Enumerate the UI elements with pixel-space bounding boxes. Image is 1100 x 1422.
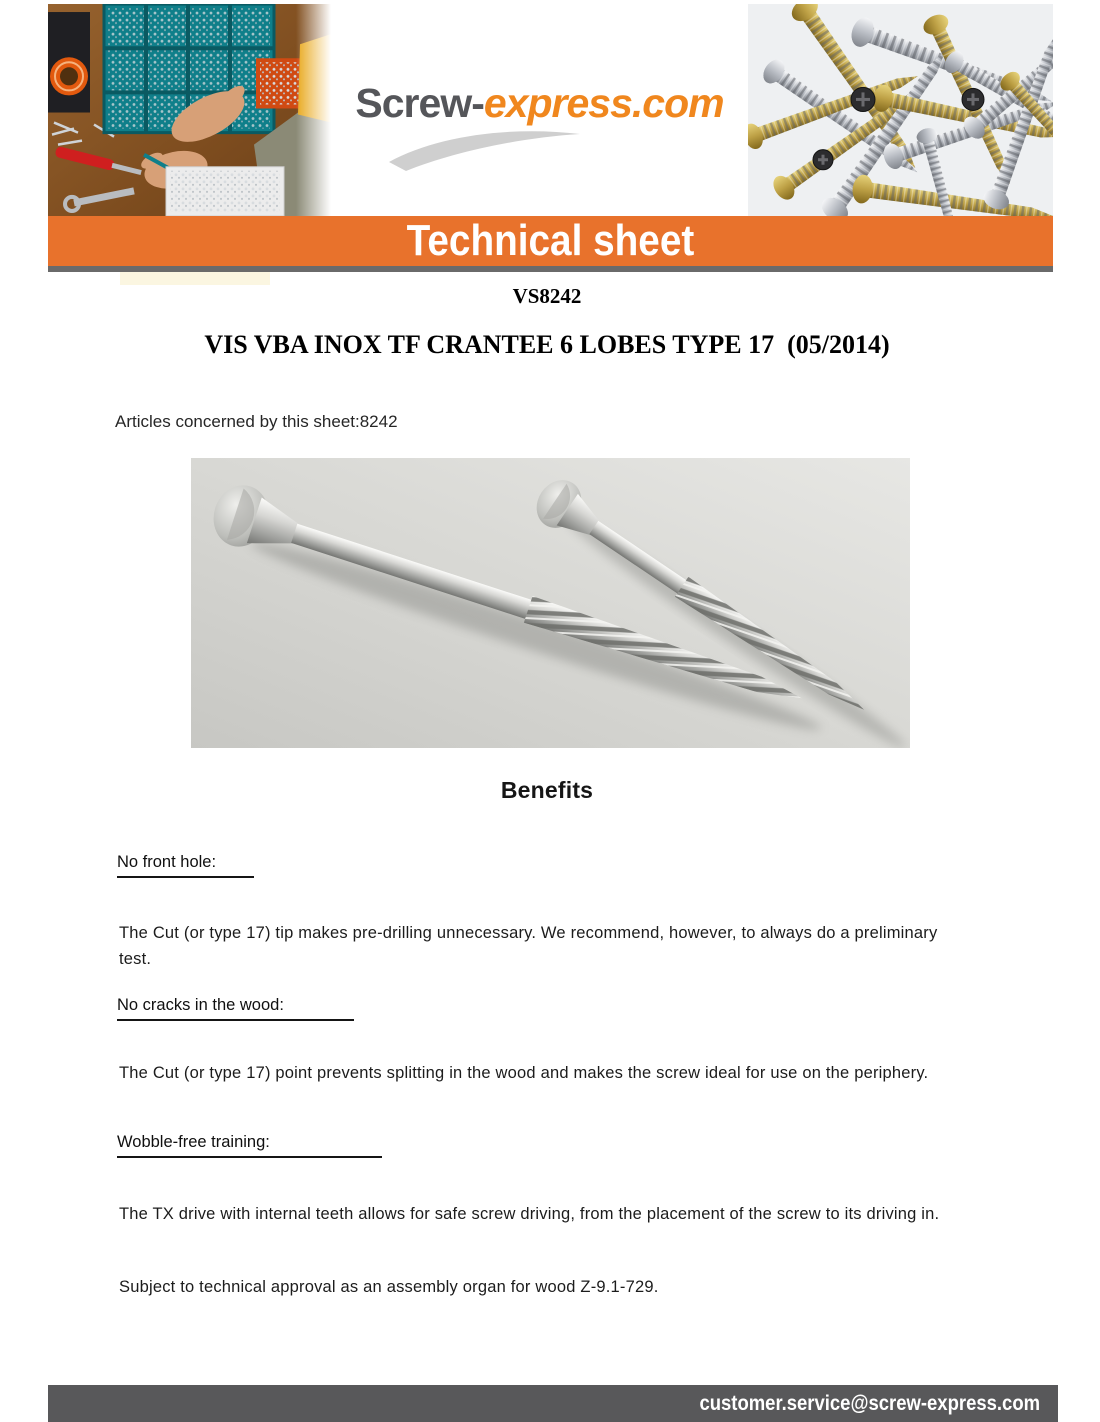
articles-line: Articles concerned by this sheet:8242 bbox=[115, 412, 398, 431]
two-screws-illustration bbox=[191, 458, 910, 748]
doc-code: VS8242 bbox=[512, 284, 582, 308]
section-body: The Cut (or type 17) point prevents splitting in the wood and makes the screw ideal for use on the periphery. bbox=[119, 1063, 929, 1082]
workbench-illustration bbox=[48, 4, 331, 216]
brand-text-orange: express.com bbox=[483, 80, 724, 126]
section-label: No front hole: bbox=[117, 853, 254, 878]
section-label: No cracks in the wood: bbox=[117, 996, 354, 1021]
product-photo-two-screws bbox=[191, 458, 910, 748]
section-label: Wobble-free training: bbox=[117, 1133, 382, 1158]
brand-logo bbox=[331, 80, 748, 127]
technical-sheet-banner bbox=[48, 216, 1053, 266]
banner-title: Technical sheet bbox=[406, 216, 695, 265]
screw-pile-illustration bbox=[748, 4, 1053, 216]
page-title: VIS VBA INOX TF CRANTEE 6 LOBES TYPE 17 (05/2014) bbox=[204, 330, 890, 359]
logo-area bbox=[331, 4, 748, 216]
workbench-photo bbox=[48, 4, 331, 216]
brand-text-grey: Screw- bbox=[355, 80, 484, 126]
footer-email: customer.service@screw-express.com bbox=[699, 1391, 1040, 1415]
footer-bar bbox=[48, 1385, 1058, 1422]
section-body: The TX drive with internal teeth allows for safe screw driving, from the placement of the screw to its driving in. bbox=[119, 1204, 940, 1223]
benefits-heading: Benefits bbox=[500, 777, 594, 803]
section-body: The Cut (or type 17) tip makes pre-drilling unnecessary. We recommend, however, to always do a preliminary test. bbox=[119, 923, 938, 968]
technical-approval-footnote: Subject to technical approval as an assembly organ for wood Z-9.1-729. bbox=[119, 1278, 659, 1296]
screw-pile-photo bbox=[748, 4, 1053, 216]
logo-swoosh-icon bbox=[383, 126, 583, 172]
